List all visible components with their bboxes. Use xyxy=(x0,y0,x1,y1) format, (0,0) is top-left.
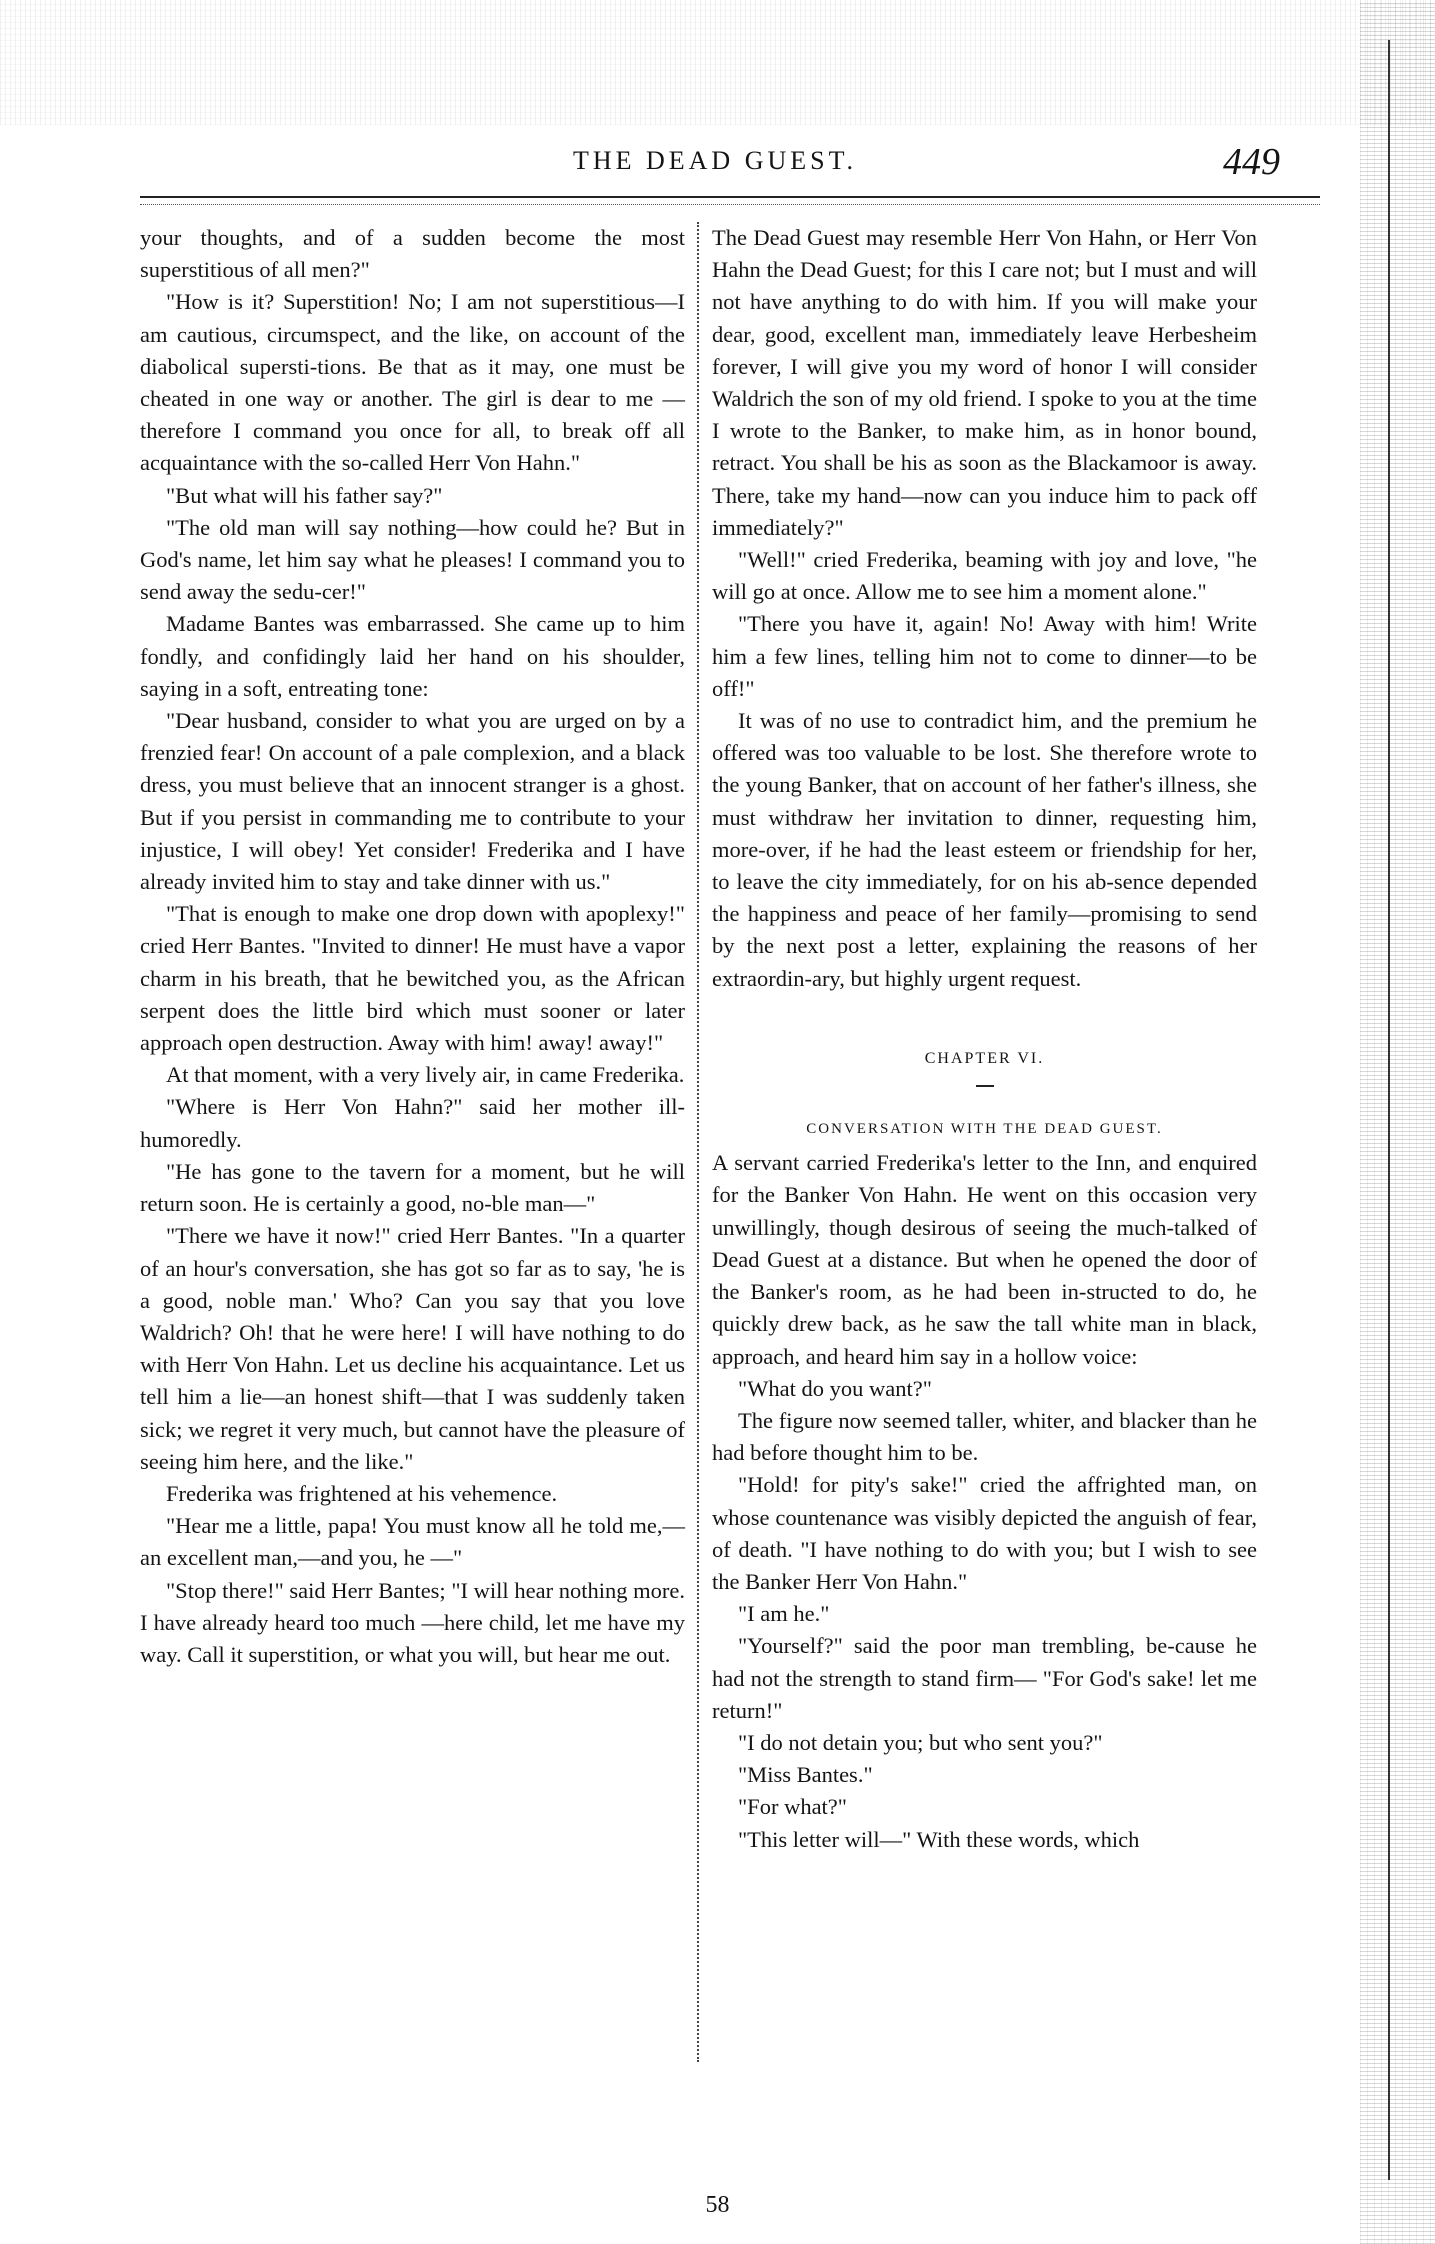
paragraph: "Dear husband, consider to what you are urged on by a frenzied fear! On account of a pale complexion, and a black dress, you must believe that an innocent stranger is a ghost. But if you persist in commanding me to contribute to your injustice, I will obey! Yet consider! Frederika and I have already invited him to stay and take dinner with us." xyxy=(140,708,685,895)
paragraph: "I am he." xyxy=(738,1601,830,1627)
paragraph: "Hear me a little, papa! You must know all he told me,—an excellent man,—and you, he —" xyxy=(140,1513,685,1571)
left-column xyxy=(140,222,685,1671)
paragraph: Madame Bantes was embarrassed. She came up to him fondly, and confidingly laid her hand on his shoulder, saying in a soft, entreating tone: xyxy=(140,611,685,701)
paragraph: "Miss Bantes." xyxy=(738,1762,873,1788)
chapter-heading: CHAPTER VI. xyxy=(924,1049,1045,1067)
scan-noise-top xyxy=(0,0,1435,125)
paragraph: Frederika was frightened at his vehemence. xyxy=(166,1480,558,1506)
chapter-subheading: CONVERSATION WITH THE DEAD GUEST. xyxy=(806,1121,1163,1138)
header-rule xyxy=(140,196,1320,205)
paragraph: "The old man will say nothing—how could he? But in God's name, let him say what he pleases! I command you to send away the sedu-cer!" xyxy=(140,514,685,605)
page-edge-line xyxy=(1388,40,1390,2180)
paragraph: "That is enough to make one drop down with apoplexy!" cried Herr Bantes. "Invited to dinner! He must have a vapor charm in his breath, that he bewitched you, as the African serpent does the little bird which must sooner or later approach open destruction. Away with him! away! away!" xyxy=(140,901,685,1056)
paragraph: "Hold! for pity's sake!" cried the affrighted man, on whose countenance was visibly depicted the anguish of fear, of death. "I have nothing to do with you; but I wish to see the Banker Herr Von Hahn." xyxy=(712,1472,1257,1594)
paragraph: "This letter will—" With these words, which xyxy=(738,1826,1140,1852)
paragraph: "But what will his father say?" xyxy=(166,482,443,508)
paragraph: At that moment, with a very lively air, in came Frederika. xyxy=(166,1062,685,1088)
chapter-dash xyxy=(976,1085,994,1087)
paragraph: "How is it? Superstition! No; I am not superstitious—I am cautious, circumspect, and the like, on account of the diabolical supersti-tions. Be that as it may, one must be cheated in one way or another. The girl is dear to me —therefore I command you once for all, to break off all acquaintance with the so-called Herr Von Hahn." xyxy=(140,289,685,476)
paragraph: "Stop there!" said Herr Bantes; "I will hear nothing more. I have already heard too much —here child, let me have my way. Call it superstition, or what you will, but hear me out. xyxy=(140,1577,685,1667)
paragraph: "He has gone to the tavern for a moment, but he will return soon. He is certainly a good, no-ble man—" xyxy=(140,1158,685,1217)
paragraph: A servant carried Frederika's letter to the Inn, and enquired for the Banker Von Hahn. He went on this occasion very unwillingly, though desirous of seeing the much-talked of Dead Guest at a distance. But when he opened the door of the Banker's room, as he had been in-structed to do, he quickly drew back, as he saw the tall white man in black, approach, and heard him say in a hollow voice: xyxy=(712,1150,1257,1369)
paragraph: "I do not detain you; but who sent you?" xyxy=(738,1729,1103,1755)
paragraph: "There we have it now!" cried Herr Bantes. "In a quarter of an hour's conversation, she has got so far as to say, 'he is a good, noble man.' Who? Can you say that you love Waldrich? Oh! that he were here! I will have nothing to do with Herr Von Hahn. Let us decline his acquaintance. Let us tell him a lie—an honest shift—that I was suddenly taken sick; we regret it very much, but cannot have the pleasure of seeing him here, and the like." xyxy=(140,1223,685,1474)
running-title: THE DEAD GUEST. xyxy=(572,146,858,175)
page-header xyxy=(140,140,1290,190)
paragraph: your thoughts, and of a sudden become the most superstitious of all men?" xyxy=(140,225,685,283)
page-number: 449 xyxy=(1223,141,1280,183)
right-column xyxy=(712,222,1257,1856)
paragraph: "Where is Herr Von Hahn?" said her mother ill-humoredly. xyxy=(140,1094,685,1152)
paragraph: The Dead Guest may resemble Herr Von Hahn, or Herr Von Hahn the Dead Guest; for this I care not; but I must and will not have anything to do with him. If you will make your dear, good, excellent man, immediately leave Herbesheim forever, I will give you my word of honor I will consider Waldrich the son of my old friend. I spoke to you at the time I wrote to the Banker, to make him, as in honor bound, retract. You shall be his as soon as the Blackamoor is away. There, take my hand—now can you induce him to pack off immediately?" xyxy=(712,225,1257,540)
paragraph: "What do you want?" xyxy=(738,1375,932,1401)
paragraph: "Yourself?" said the poor man trembling, be-cause he had not the strength to stand firm— "For God's sake! let me return!" xyxy=(712,1633,1257,1723)
scan-noise-right xyxy=(1360,0,1435,2244)
signature-mark: 58 xyxy=(705,2192,730,2218)
column-divider xyxy=(697,222,699,2062)
paragraph: It was of no use to contradict him, and the premium he offered was too valuable to be lost. She therefore wrote to the young Banker, that on account of her father's illness, she must withdraw her invitation to dinner, requesting him, more-over, if he had the least esteem or friendship for her, to leave the city immediately, for on his ab-sence depended the happiness and peace of her family—promising to send by the next post a letter, explaining the reasons of her extraordin-ary, but highly urgent request. xyxy=(712,708,1257,991)
paragraph: "For what?" xyxy=(738,1794,847,1820)
paragraph: "Well!" cried Frederika, beaming with joy and love, "he will go at once. Allow me to see him a moment alone." xyxy=(712,547,1257,605)
paragraph: "There you have it, again! No! Away with him! Write him a few lines, telling him not to come to dinner—to be off!" xyxy=(712,611,1257,701)
paragraph: The figure now seemed taller, whiter, and blacker than he had before thought him to be. xyxy=(712,1407,1257,1466)
